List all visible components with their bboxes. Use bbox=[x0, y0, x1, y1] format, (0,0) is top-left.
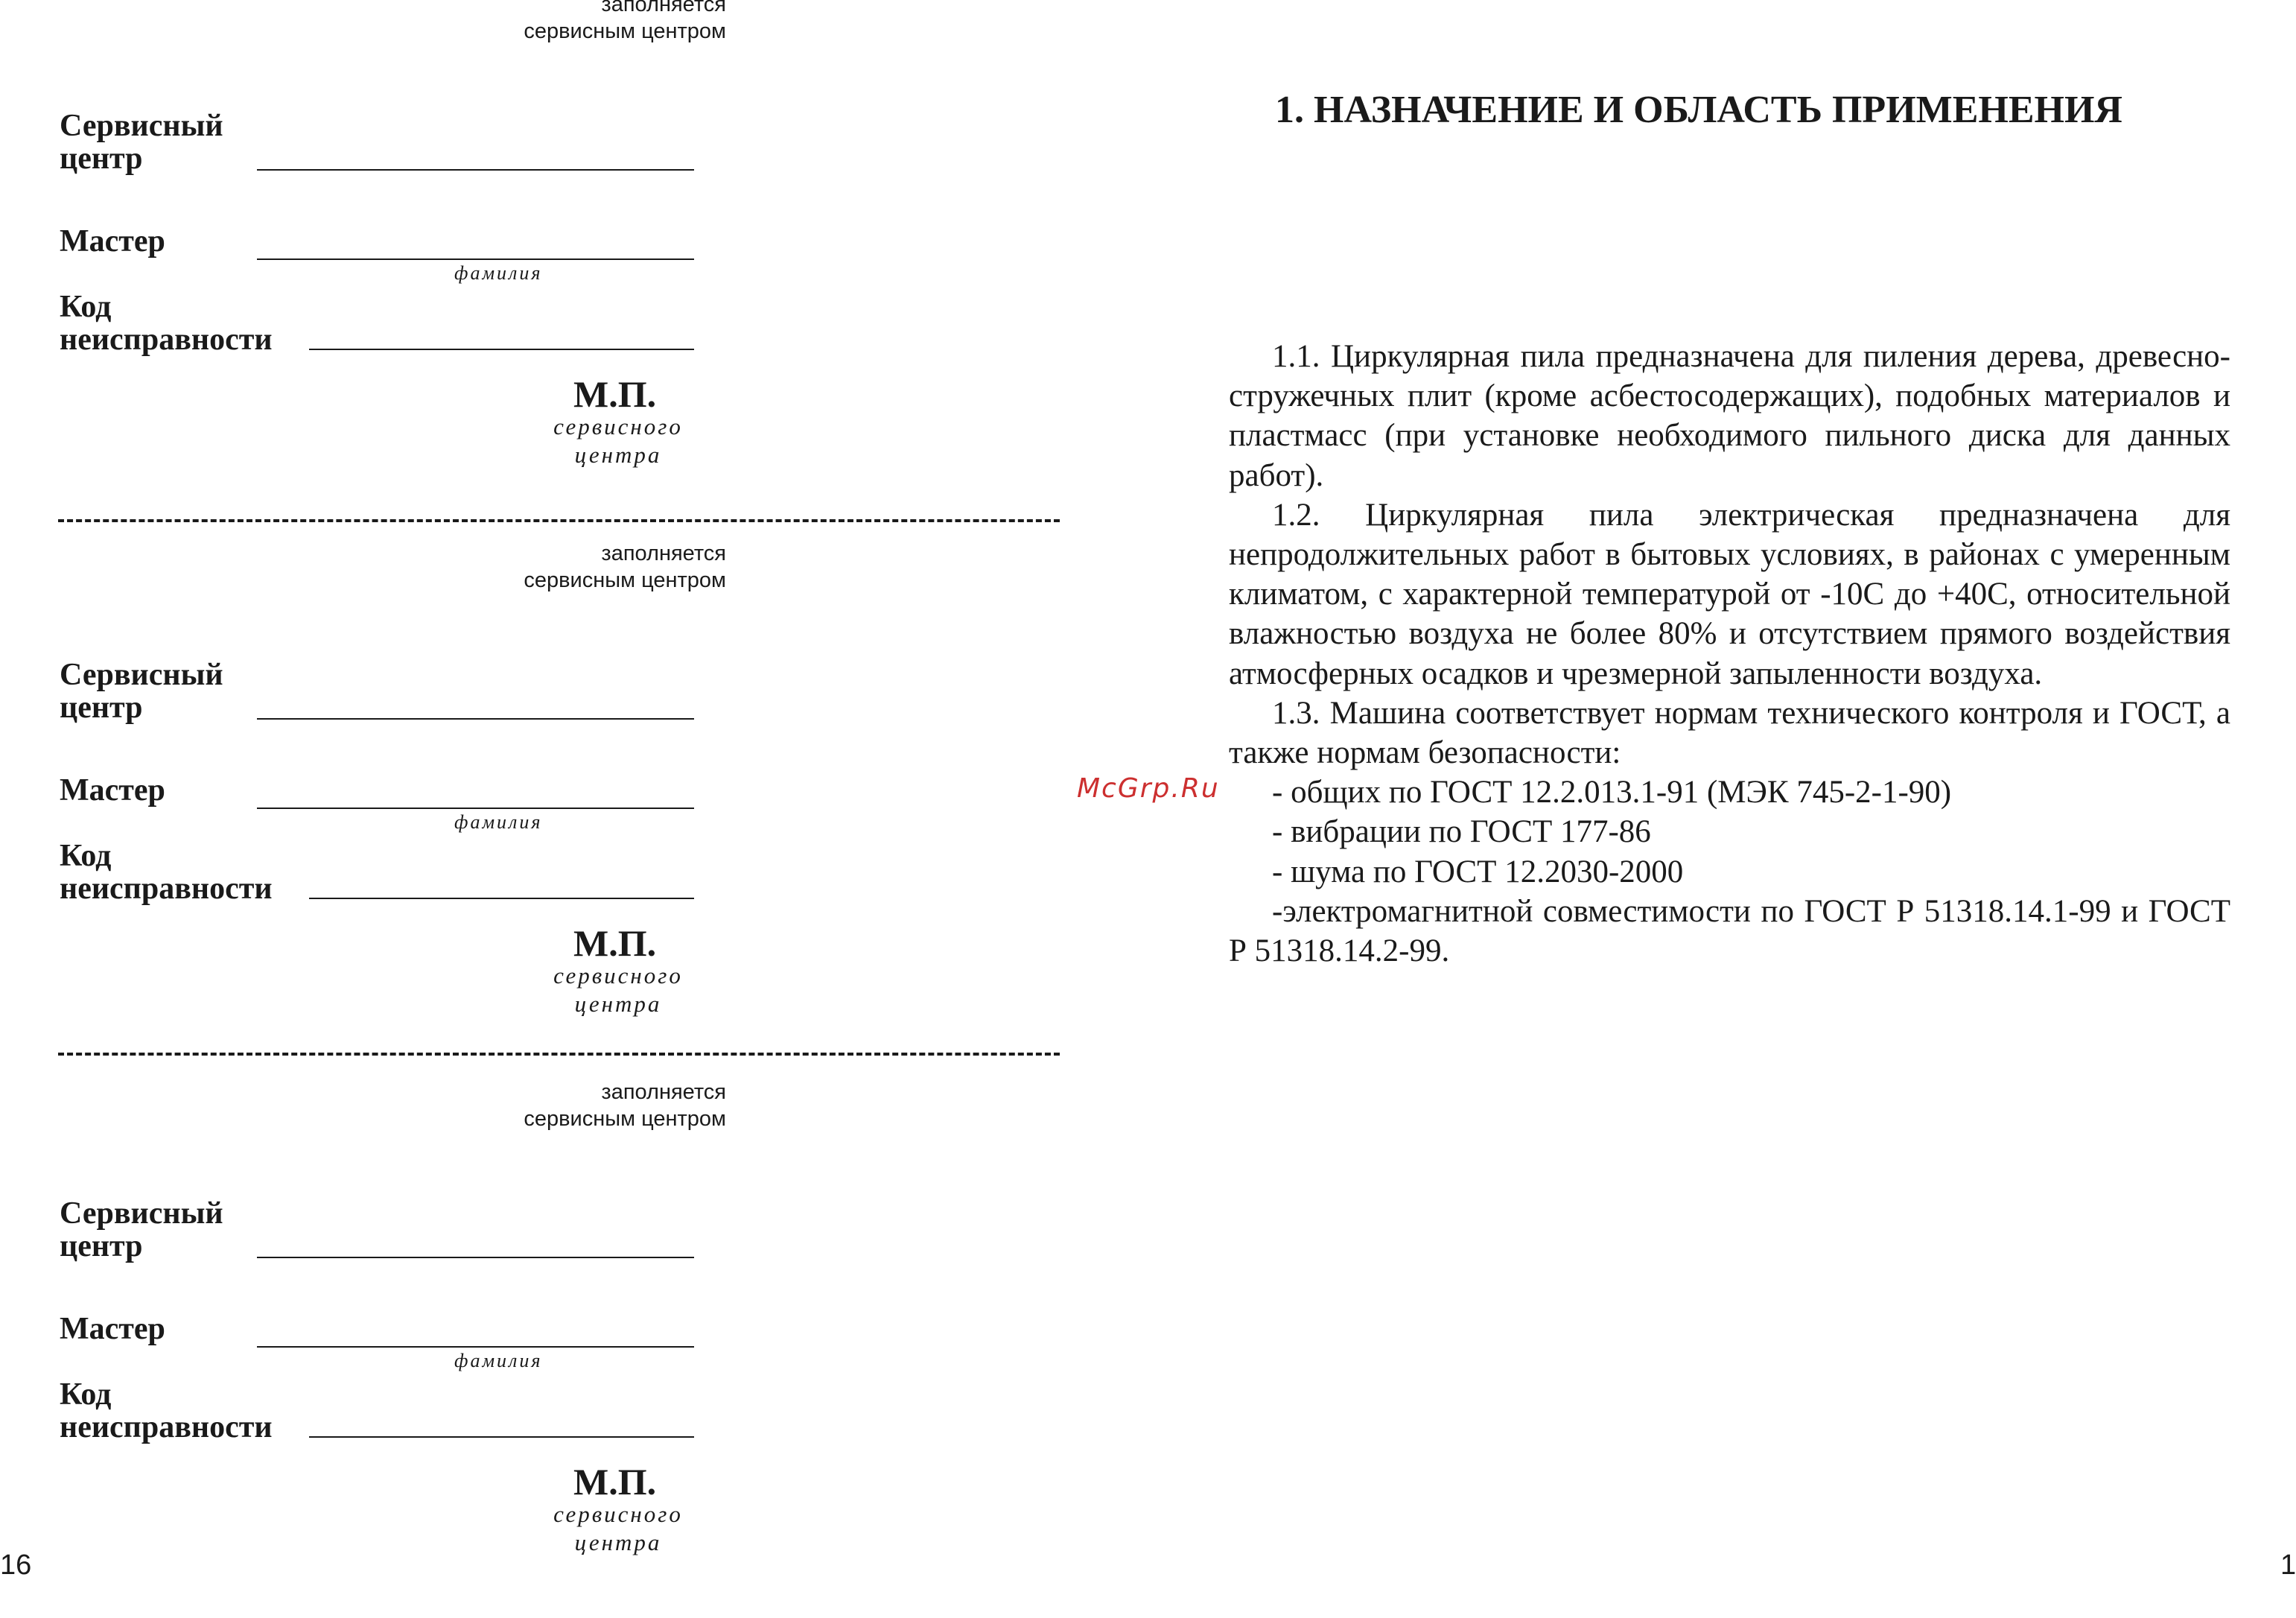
coupon-1 bbox=[0, 0, 1072, 530]
fault-code-label: Код неисправности bbox=[60, 1377, 273, 1444]
service-center-label: Сервисный центр bbox=[60, 658, 223, 725]
stamp-sublabel: сервисного центра bbox=[553, 413, 683, 468]
cut-line-2 bbox=[58, 1053, 1060, 1056]
fault-code-field[interactable] bbox=[309, 349, 694, 350]
coupon-2 bbox=[0, 528, 1072, 1079]
surname-hint: фамилия bbox=[454, 262, 543, 284]
surname-hint: фамилия bbox=[454, 811, 543, 833]
section-title: 1. НАЗНАЧЕНИЕ И ОБЛАСТЬ ПРИМЕНЕНИЯ bbox=[1275, 89, 2122, 131]
coupon-3 bbox=[0, 1067, 1072, 1618]
fault-code-label: Код неисправности bbox=[60, 290, 273, 357]
paragraph-1-1: 1.1. Циркулярная пила предназначена для пиления дерева, древесно-стружечных плит (кроме асбестосодержащих), подобных материалов и пластмасс (при установке необходимого пильного диска для данных работ). bbox=[1229, 339, 2230, 493]
service-center-field[interactable] bbox=[257, 718, 694, 720]
cut-line-1 bbox=[58, 519, 1060, 522]
filled-by-note: заполняется сервисным центром bbox=[524, 0, 726, 43]
fault-code-field[interactable] bbox=[309, 1436, 694, 1438]
standard-item: -электромагнитной совместимости по ГОСТ Р 51318.14.1-99 и ГОСТ Р 51318.14.2-99. bbox=[1229, 893, 2230, 969]
master-label: Мастер bbox=[60, 1312, 165, 1346]
paragraph-1-3: 1.3. Машина соответствует нормам технического контроля и ГОСТ, а также нормам безопасности: bbox=[1229, 695, 2230, 771]
standard-item: - общих по ГОСТ 12.2.013.1-91 (МЭК 745-2-1-90) bbox=[1272, 775, 1952, 810]
stamp-label: М.П. bbox=[573, 1461, 657, 1503]
filled-by-note: заполняется сервисным центром bbox=[524, 542, 726, 592]
service-center-label: Сервисный центр bbox=[60, 1196, 223, 1263]
surname-hint: фамилия bbox=[454, 1350, 543, 1371]
stamp-label: М.П. bbox=[573, 373, 657, 415]
right-page-number: 1 bbox=[2280, 1549, 2296, 1581]
section-body bbox=[1229, 337, 2230, 971]
standard-item: - вибрации по ГОСТ 177-86 bbox=[1272, 814, 1651, 850]
fault-code-label: Код неисправности bbox=[60, 839, 273, 906]
master-field[interactable] bbox=[257, 1346, 694, 1348]
watermark: McGrp.Ru bbox=[1077, 773, 1220, 804]
service-center-field[interactable] bbox=[257, 1257, 694, 1258]
filled-by-note: заполняется сервисным центром bbox=[524, 1080, 726, 1131]
master-label: Мастер bbox=[60, 773, 165, 808]
master-field[interactable] bbox=[257, 808, 694, 809]
stamp-sublabel: сервисного центра bbox=[553, 962, 683, 1017]
service-center-field[interactable] bbox=[257, 169, 694, 171]
standard-item: - шума по ГОСТ 12.2030-2000 bbox=[1272, 854, 1684, 889]
service-center-label: Сервисный центр bbox=[60, 109, 223, 176]
left-page-number: 16 bbox=[0, 1549, 32, 1581]
master-label: Мастер bbox=[60, 224, 165, 258]
paragraph-1-2: 1.2. Циркулярная пила электрическая предназначена для непродолжительных работ в бытовых условиях, в районах с умеренным климатом, с характерной температурой от -10С до +40С, относительной влажностью воздуха не более 80% и отсутствием прямого воздействия атмосферных осадков и чрезмерной запыленности воздуха. bbox=[1229, 497, 2230, 691]
stamp-label: М.П. bbox=[573, 922, 657, 964]
master-field[interactable] bbox=[257, 258, 694, 260]
fault-code-field[interactable] bbox=[309, 898, 694, 899]
stamp-sublabel: сервисного центра bbox=[553, 1501, 683, 1555]
